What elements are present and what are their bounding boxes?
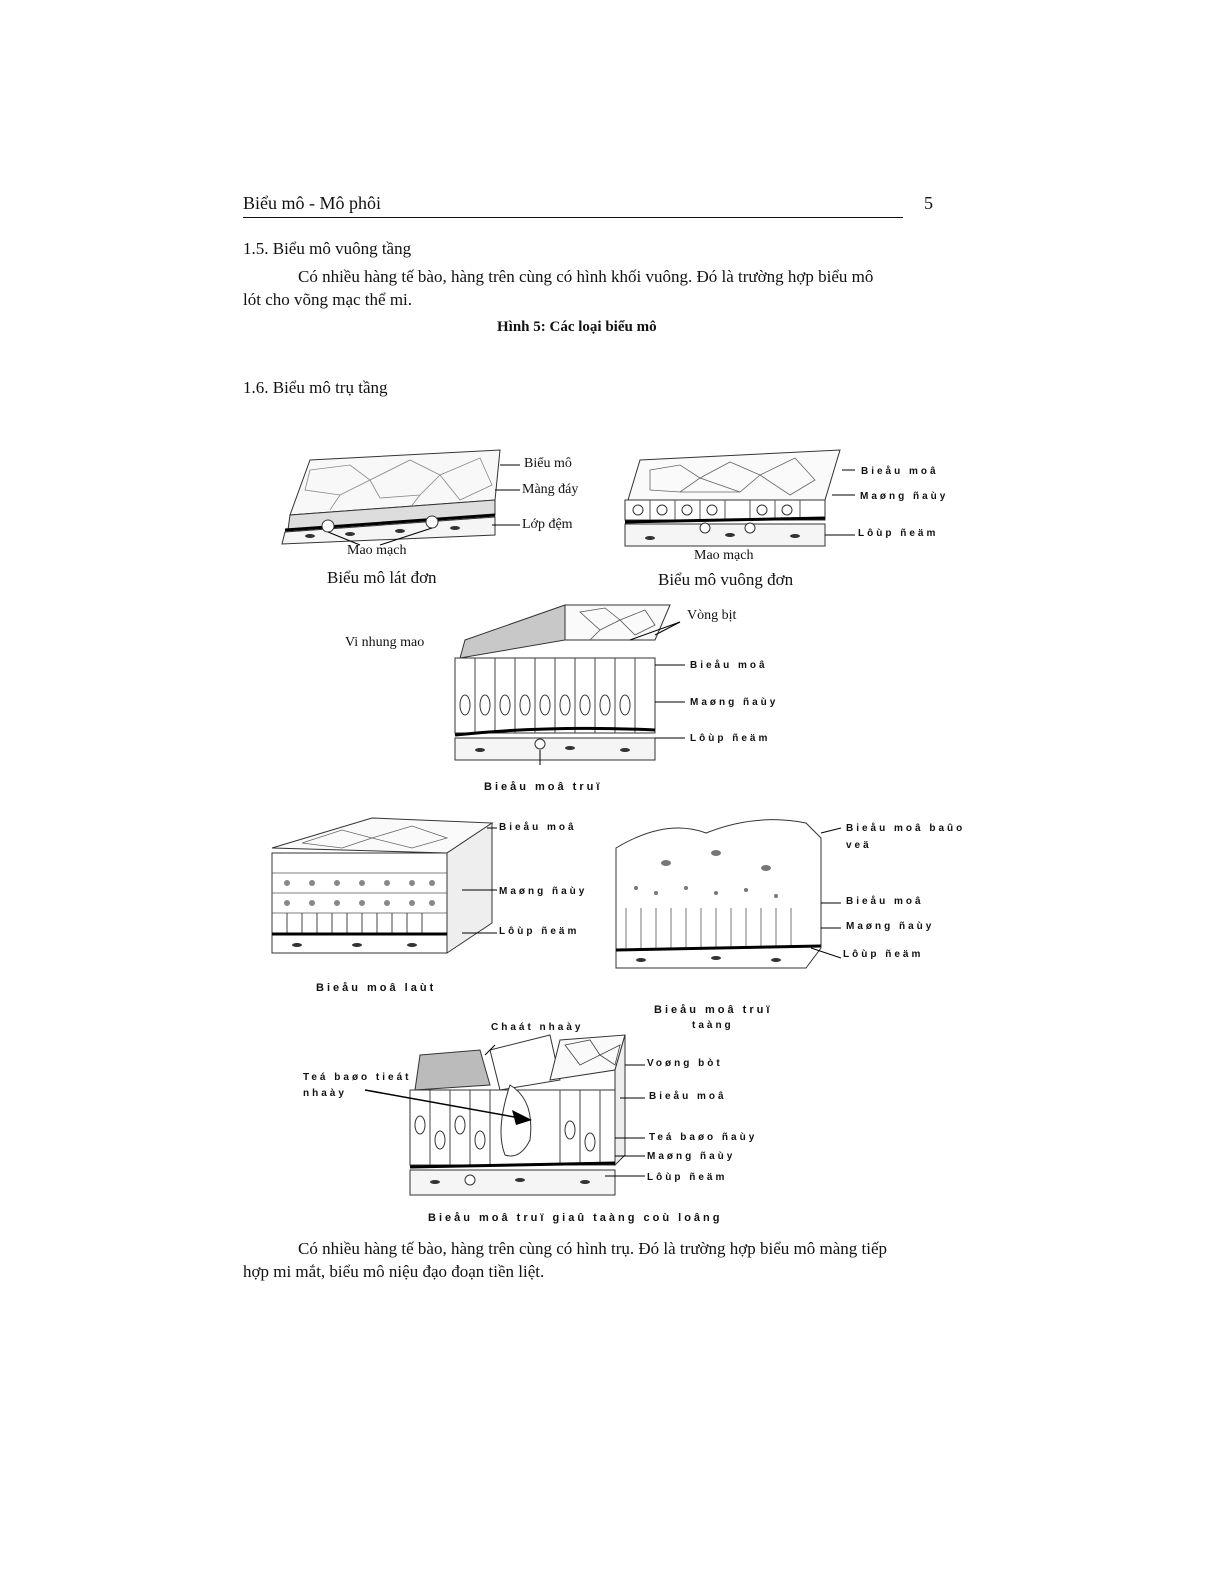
fig6-label-goblet: Teá baøo tieát: [303, 1072, 412, 1083]
bottom-line1: Có nhiều hàng tế bào, hàng trên cùng có hình trụ. Đó là trường hợp biểu mô màng tiếp: [298, 1239, 888, 1258]
simple-cuboidal-diagram: [610, 440, 860, 560]
running-header-title: Biểu mô - Mô phôi: [243, 193, 381, 213]
fig3-title: Bieåu moâ truï: [484, 781, 603, 793]
fig6-label-lamina: Lôùp ñeäm: [647, 1172, 728, 1183]
stratified-squamous-diagram: [262, 808, 502, 968]
fig1-label-lamina: Lớp đệm: [522, 517, 573, 532]
fig6-label-goblet2: nhaày: [303, 1088, 347, 1099]
fig6-label-mucus: Chaát nhaày: [491, 1022, 584, 1033]
fig5-label-basement: Maøng ñaùy: [846, 921, 935, 932]
fig3-label-epithelium: Bieåu moâ: [690, 660, 768, 671]
fig4-title: Bieåu moâ laùt: [316, 982, 437, 994]
fig6-label-basal-cell: Teá baøo ñaùy: [649, 1132, 758, 1143]
fig5-title: Bieåu moâ truï: [654, 1004, 773, 1016]
fig3-label-lamina: Lôùp ñeäm: [690, 733, 771, 744]
bottom-line2: hợp mi mắt, biểu mô niệu đạo đoạn tiền liệt.: [243, 1262, 545, 1281]
fig3-label-basement: Maøng ñaùy: [690, 697, 779, 708]
simple-columnar-diagram: [440, 600, 690, 770]
arrowhead-icon: [512, 1110, 532, 1125]
fig5-title2: taàng: [692, 1020, 734, 1031]
fig1-label-epithelium: Biểu mô: [524, 456, 572, 471]
fig4-label-basement: Maøng ñaùy: [499, 886, 588, 897]
fig6-title: Bieåu moâ truï giaû taàng coù loâng: [428, 1212, 723, 1224]
goblet-cell-arrow: [360, 1080, 540, 1130]
fig1-label-capillary: Mao mạch: [347, 543, 407, 558]
fig6-label-basement: Maøng ñaùy: [647, 1151, 736, 1162]
fig3-label-microvilli: Vi nhung mao: [345, 635, 425, 650]
section-1-6-heading: 1.6. Biểu mô trụ tầng: [243, 378, 388, 397]
fig3-label-tight-junction: Vòng bịt: [687, 608, 737, 623]
fig4-label-epithelium: Bieåu moâ: [499, 822, 577, 833]
fig2-label-capillary: Mao mạch: [694, 548, 754, 563]
section-1-5-line2: lót cho võng mạc thể mi.: [243, 290, 413, 309]
fig2-label-lamina: Lôùp ñeäm: [858, 528, 939, 539]
figure-caption: Hình 5: Các loại biểu mô: [497, 319, 657, 335]
fig2-label-basement: Maøng ñaùy: [860, 491, 949, 502]
section-1-5-line1: Có nhiều hàng tế bào, hàng trên cùng có hình khối vuông. Đó là trường hợp biểu mô: [298, 267, 874, 286]
fig2-label-epithelium: Bieåu moâ: [861, 466, 939, 477]
fig5-label-epithelium: Bieåu moâ: [846, 896, 924, 907]
fig1-title: Biểu mô lát đơn: [327, 568, 437, 587]
page-number: 5: [924, 193, 933, 213]
fig5-label-lamina: Lôùp ñeäm: [843, 949, 924, 960]
running-header: [243, 193, 933, 218]
fig1-label-basement: Màng đáy: [522, 482, 579, 497]
fig4-label-lamina: Lôùp ñeäm: [499, 926, 580, 937]
section-1-5-heading: 1.5. Biểu mô vuông tầng: [243, 239, 412, 258]
fig2-title: Biểu mô vuông đơn: [658, 570, 794, 589]
fig5-label-protective2: veä: [846, 840, 872, 851]
stratified-columnar-diagram: [606, 808, 846, 993]
fig5-label-protective: Bieåu moâ baûo: [846, 823, 966, 834]
fig6-label-tight-junction: Voøng bòt: [647, 1058, 723, 1069]
fig6-label-epithelium: Bieåu moâ: [649, 1091, 727, 1102]
